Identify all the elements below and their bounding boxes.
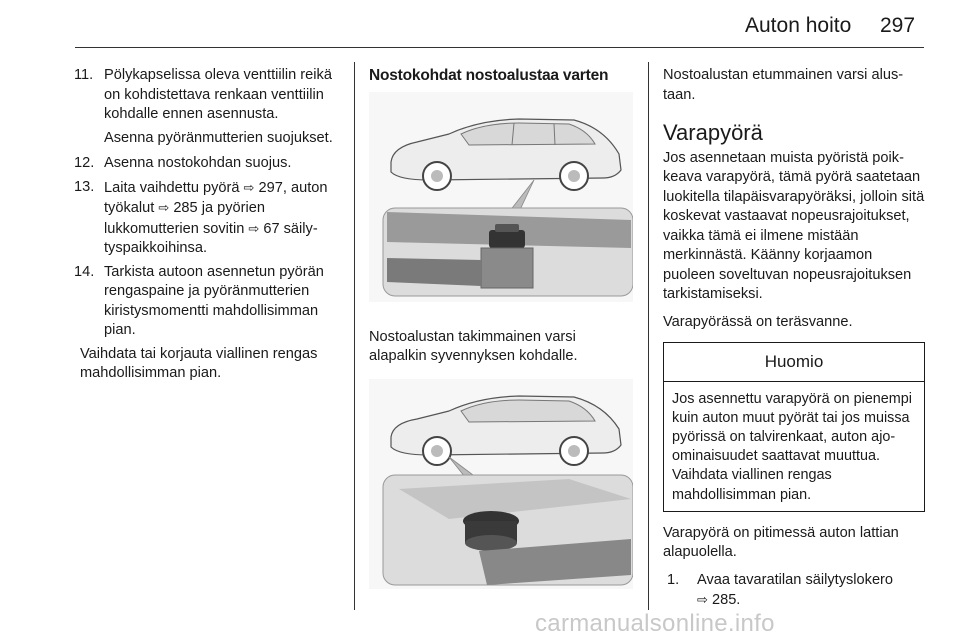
list-item-subtext: Asenna pyöränmutterien suojukset.	[104, 129, 333, 146]
column-divider-1	[354, 62, 355, 610]
closing-paragraph: Vaihdata tai korjauta viallinen rengas mahdollisimman pian.	[80, 345, 318, 381]
section-heading: Nostokohdat nostoalustaa varten	[369, 67, 609, 84]
illustration-caption: Nostoalustan takimmainen varsi alapalkin syvennyksen kohdalle.	[369, 328, 578, 364]
paragraph: Varapyörässä on teräsvanne.	[663, 313, 853, 330]
header-title: Auton hoito	[745, 14, 852, 37]
paragraph: Varapyörä on pitimessä auton lattian alapuolella.	[663, 524, 899, 561]
note-title: Huomio	[664, 343, 924, 382]
column-divider-2	[648, 62, 649, 610]
column-1	[74, 66, 346, 392]
list-item: 14. Tarkista autoon asennetun pyörän rengaspaine ja pyöränmutterien kiristysmomentti mahdollisimman pian.	[74, 263, 324, 338]
paragraph: Jos asennetaan muista pyöristä poikkeava varapyörä, tämä pyörä saatetaan luokitella tilapäisvarapyöräksi, jolloin sitä koskevat vastaavat nopeusrajoitukset, vaikka tämä ei ilmene mistään merkinnästä. Käänny korjaamon puoleen soveltuvan nopeusrajoituksen tarkistamiseksi.	[663, 149, 925, 302]
list-item: 11. Pölykapselissa oleva venttiilin reikä on kohdistettava renkaan venttiilin kohdalle ennen asennusta.	[74, 67, 332, 122]
header-rule	[75, 47, 924, 48]
column-2	[369, 66, 635, 589]
illustration-rear-lift-point	[369, 92, 633, 302]
list-item: 12. Asenna nostokohdan suojus.	[74, 155, 292, 171]
watermark: carmanualsonline.info	[535, 610, 775, 637]
note-body: Jos asennettu varapyörä on pienempi kuin auton muut pyörät tai jos muissa pyörissä on talvirenkaat, auton ajo-ominaisuudet saattavat muuttua. Vaihdata viallinen rengas mahdollisimman pian.	[672, 390, 912, 503]
car-lift-diagram	[369, 92, 633, 302]
section-title: Varapyörä	[663, 120, 763, 145]
reference-arrow-icon: ⇨	[248, 220, 260, 236]
list-item: 13. Laita vaihdettu pyörä ⇨ 297, auton työkalut ⇨ 285 ja pyörien lukkomutterien sovitin ⇨ 67 säilytyspaikkoihinsa.	[74, 178, 328, 256]
reference-arrow-icon: ⇨	[243, 179, 255, 195]
note-box	[663, 342, 925, 512]
column-3	[663, 66, 925, 615]
intro-paragraph: Nostoalustan etummainen varsi alustaan.	[663, 67, 904, 103]
page-number: 297	[880, 14, 916, 37]
car-lift-diagram	[369, 379, 633, 589]
illustration-front-lift-point	[369, 379, 633, 589]
list-item: 1. Avaa tavaratilan säilytyslokero ⇨ 285.	[667, 571, 894, 609]
reference-arrow-icon: ⇨	[158, 200, 170, 215]
reference-arrow-icon: ⇨	[697, 592, 708, 608]
